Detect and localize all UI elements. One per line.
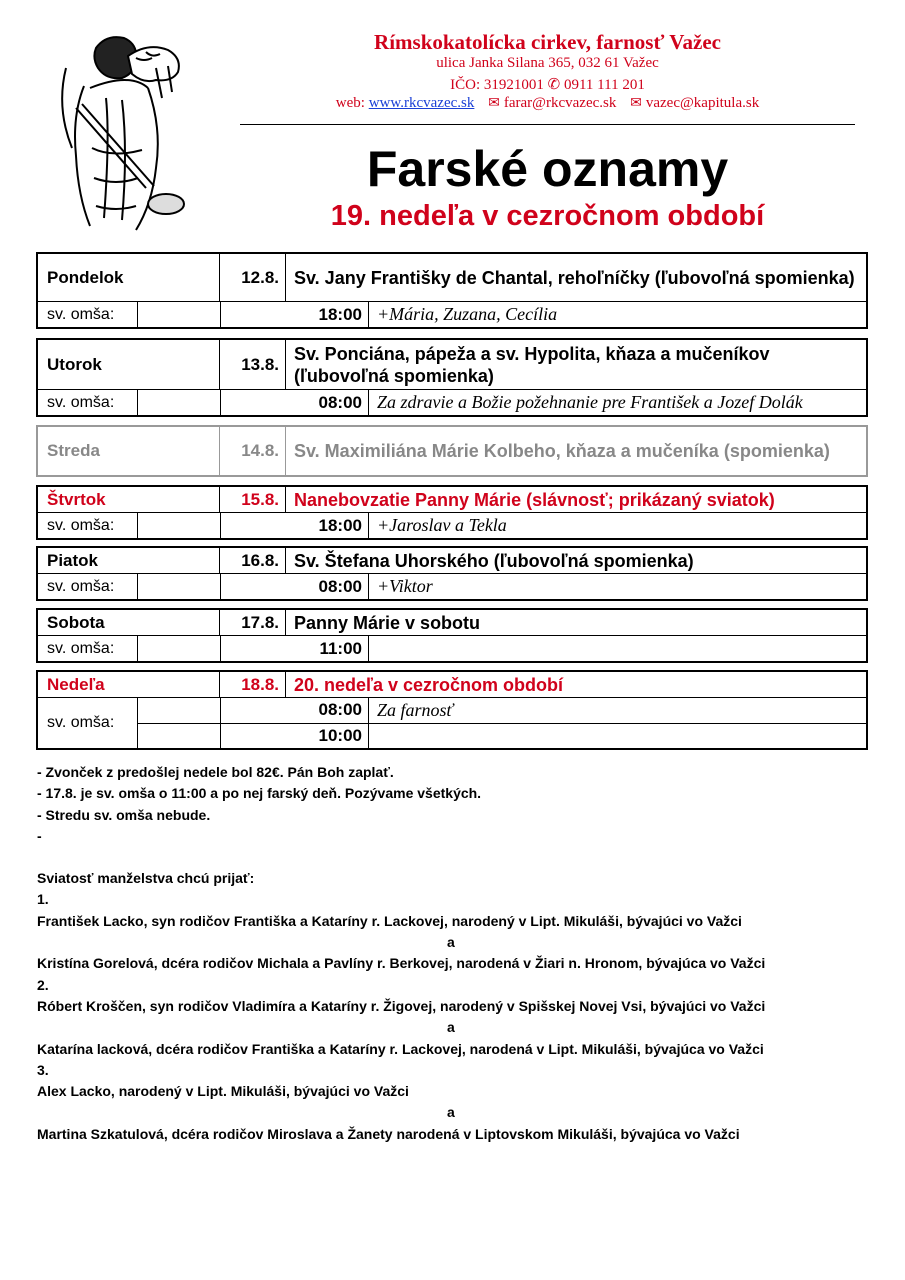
day-date: 15.8. — [220, 487, 286, 512]
day-block-streda — [36, 425, 868, 477]
bride: Martina Szkatulová, dcéra rodičov Miroslava a Žanety narodená v Liptovskom Mikuláši, bývajúca vo Važci — [37, 1125, 740, 1142]
mass-intention: Za zdravie a Božie požehnanie pre František a Jozef Dolák — [377, 392, 803, 412]
mass-label: sv. omša: — [38, 698, 138, 748]
marriage-heading: Sviatosť manželstva chcú prijať: — [37, 870, 255, 887]
mass-label: sv. omša: — [38, 574, 138, 599]
conjunction: a — [447, 934, 455, 951]
mass-intention — [369, 636, 866, 661]
mass-time: 08:00 — [221, 698, 369, 723]
mass-intention: +Viktor — [377, 576, 433, 596]
day-name: Sobota — [38, 610, 220, 635]
day-feast: Nanebovzatie Panny Márie (slávnosť; prikázaný sviatok) — [294, 489, 775, 510]
mass-intention: Za farnosť — [377, 699, 454, 720]
day-feast: Sv. Jany Františky de Chantal, rehoľníčky (ľubovoľná spomienka) — [294, 267, 855, 288]
day-block-stvrtok — [36, 485, 868, 540]
day-name: Utorok — [38, 340, 220, 389]
mass-intention: +Mária, Zuzana, Cecília — [377, 304, 558, 324]
day-date: 18.8. — [220, 672, 286, 697]
day-name: Piatok — [38, 548, 220, 573]
day-block-piatok — [36, 546, 868, 601]
day-name: Pondelok — [38, 254, 220, 301]
announcements — [37, 762, 837, 1145]
day-block-sobota — [36, 608, 868, 663]
address: ulica Janka Silana 365, 032 61 Važec — [436, 55, 659, 71]
announcement: - Stredu sv. omša nebude. — [37, 806, 211, 823]
day-feast: Sv. Štefana Uhorského (ľubovoľná spomienka) — [294, 550, 694, 571]
groom: Róbert Kroščen, syn rodičov Vladimíra a Kataríny r. Žigovej, narodený v Spišskej Novej Vsi, bývajúci vo Važci — [37, 997, 766, 1014]
groom: František Lacko, syn rodičov Františka a Kataríny r. Lackovej, narodený v Lipt. Mikuláši, bývajúci vo Važci — [37, 912, 742, 929]
bride: Kristína Gorelová, dcéra rodičov Michala a Pavlíny r. Berkovej, narodená v Žiari n. Hronom, bývajúca vo Važci — [37, 955, 766, 972]
couple-number: 1. — [37, 891, 49, 908]
groom: Alex Lacko, narodený v Lipt. Mikuláši, bývajúci vo Važci — [37, 1083, 409, 1100]
web-line — [240, 95, 855, 112]
mass-time: 18:00 — [221, 302, 369, 327]
day-feast: Sv. Maximiliána Márie Kolbeho, kňaza a mučeníka (spomienka) — [294, 441, 830, 461]
page-subtitle: 19. nedeľa v cezročnom období — [330, 200, 765, 232]
mass-label: sv. omša: — [38, 636, 138, 661]
mass-time: 11:00 — [221, 636, 369, 661]
day-name: Nedeľa — [38, 672, 220, 697]
announcement: - Zvonček z predošlej nedele bol 82€. Pán Boh zaplať. — [37, 764, 394, 780]
day-name: Štvrtok — [38, 487, 220, 512]
day-feast: Sv. Ponciána, pápeža a sv. Hypolita, kňaza a mučeníkov (ľubovoľná spomienka) — [294, 343, 770, 386]
day-date: 12.8. — [220, 254, 286, 301]
email-2[interactable]: vazec@kapitula.sk — [645, 95, 760, 111]
envelope-icon: ✉ — [630, 96, 642, 111]
header-divider — [240, 124, 855, 125]
web-label: web: — [335, 95, 365, 111]
web-link[interactable]: www.rkcvazec.sk — [368, 95, 475, 111]
mass-intention — [369, 724, 866, 749]
mass-label: sv. omša: — [38, 302, 138, 327]
saint-with-lamb-logo — [36, 28, 196, 238]
mass-label: sv. omša: — [38, 390, 138, 415]
mass-time: 10:00 — [221, 724, 369, 749]
announcement: - 17.8. je sv. omša o 11:00 a po nej farský deň. Pozývame všetkých. — [37, 785, 482, 802]
day-date: 17.8. — [220, 610, 286, 635]
mass-time: 08:00 — [221, 574, 369, 599]
email-1[interactable]: farar@rkcvazec.sk — [503, 95, 617, 111]
announcement: - — [37, 827, 42, 844]
org-name: Rímskokatolícka cirkev, farnosť Važec — [374, 30, 721, 54]
mass-time: 18:00 — [221, 513, 369, 538]
phone: 0911 111 201 — [563, 77, 645, 93]
mass-label: sv. omša: — [38, 513, 138, 538]
mass-intention: +Jaroslav a Tekla — [377, 515, 507, 535]
bride: Katarína lacková, dcéra rodičov Františka a Kataríny r. Lackovej, narodená v Lipt. Mikuláši, bývajúca vo Važci — [37, 1040, 764, 1057]
phone-icon: ✆ — [547, 77, 561, 93]
day-date: 14.8. — [220, 427, 286, 475]
envelope-icon: ✉ — [488, 96, 500, 111]
day-block-pondelok — [36, 252, 868, 329]
contact-line — [240, 75, 855, 94]
day-date: 16.8. — [220, 548, 286, 573]
couple-number: 2. — [37, 976, 49, 993]
day-block-utorok — [36, 338, 868, 417]
day-feast: Panny Márie v sobotu — [294, 612, 481, 633]
conjunction: a — [447, 1104, 455, 1121]
day-name: Streda — [38, 427, 220, 475]
page-title: Farské oznamy — [366, 141, 729, 197]
conjunction: a — [447, 1019, 455, 1036]
day-date: 13.8. — [220, 340, 286, 389]
couple-number: 3. — [37, 1061, 49, 1078]
day-block-nedela — [36, 670, 868, 750]
mass-time: 08:00 — [221, 390, 369, 415]
day-feast: 20. nedeľa v cezročnom období — [294, 674, 563, 695]
ico: IČO: 31921001 — [450, 77, 544, 93]
